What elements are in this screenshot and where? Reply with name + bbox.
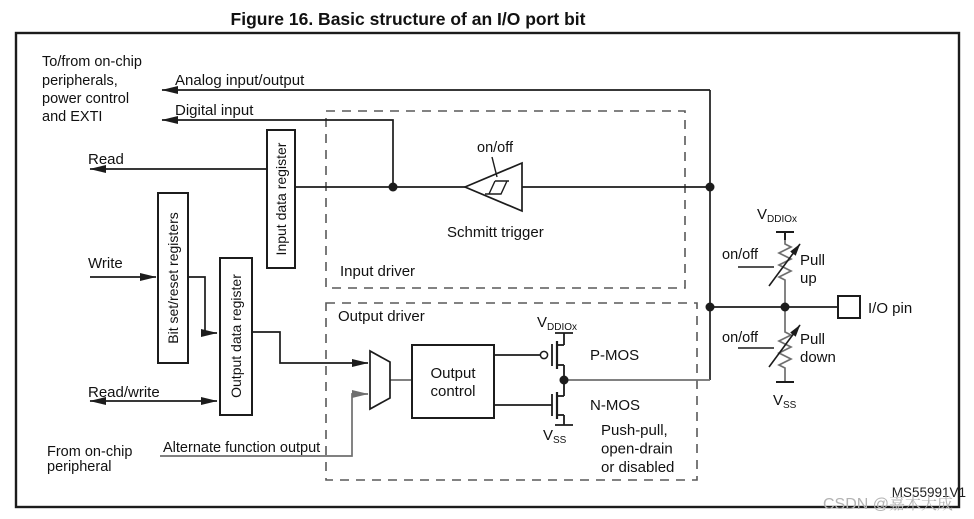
input-driver-label: Input driver [340,263,416,280]
nmos-label: N-MOS [590,397,640,414]
csdn-watermark: CSDN @嘉木大成 [823,496,954,513]
pulldown-onoff-label: on/off [722,330,759,346]
io-pin-label: I/O pin [868,300,913,317]
io-pin-square [838,296,860,318]
from-onchip-line2: peripheral [47,459,112,475]
read-label: Read [88,151,124,168]
vddiox-main: V [537,314,548,331]
vss-sub: SS [553,435,567,446]
read-write-label: Read/write [88,384,160,401]
junction-dot [706,183,715,192]
output-driver-label: Output driver [338,308,425,325]
schmitt-trigger-label: Schmitt trigger [447,224,544,241]
from-onchip-line1: From on-chip [47,444,133,460]
tofrom-line3: power control [42,91,130,107]
analog-io-label: Analog input/output [175,72,305,89]
output-control-line1: Output [430,365,476,382]
tofrom-line1: To/from on-chip [42,54,142,70]
output-data-register-label: Output data register [228,274,244,398]
digital-input-label: Digital input [175,102,254,119]
alt-function-label: Alternate function output [163,440,321,456]
figure-id-watermark: MS55991V1 [891,485,966,500]
figure-title: Figure 16. Basic structure of an I/O port bit [230,9,586,29]
vddiox-sub: DDIOx [767,214,798,225]
vddiox-sub: DDIOx [547,322,578,333]
mode-note-line3: or disabled [601,459,675,476]
vddiox-main: V [757,206,768,223]
pullup-label-line2: up [800,270,817,287]
mode-note-line1: Push-pull, [601,422,668,439]
junction-dot [781,303,790,312]
tofrom-line2: peripherals, [42,73,118,89]
vss-main: V [773,392,784,409]
vss-main: V [543,427,554,444]
pullup-label-line1: Pull [800,252,826,269]
pmos-gate-bubble [540,351,547,358]
mux [370,351,390,409]
junction-dot [389,183,398,192]
bit-set-reset-register-label: Bit set/reset registers [165,212,181,344]
schmitt-onoff-label: on/off [477,140,514,156]
junction-dot [560,376,569,385]
input-data-register-label: Input data register [273,142,289,256]
mode-note-line2: open-drain [601,440,673,458]
pulldown-label-line1: Pull [800,331,826,348]
tofrom-line4: and EXTI [42,109,103,125]
junction-dot [706,303,715,312]
pulldown-label-line2: down [800,349,836,366]
write-label: Write [88,255,123,272]
vss-sub: SS [783,400,797,411]
pullup-onoff-label: on/off [722,247,759,263]
pmos-label: P-MOS [590,347,640,364]
output-control-line2: control [430,383,476,400]
